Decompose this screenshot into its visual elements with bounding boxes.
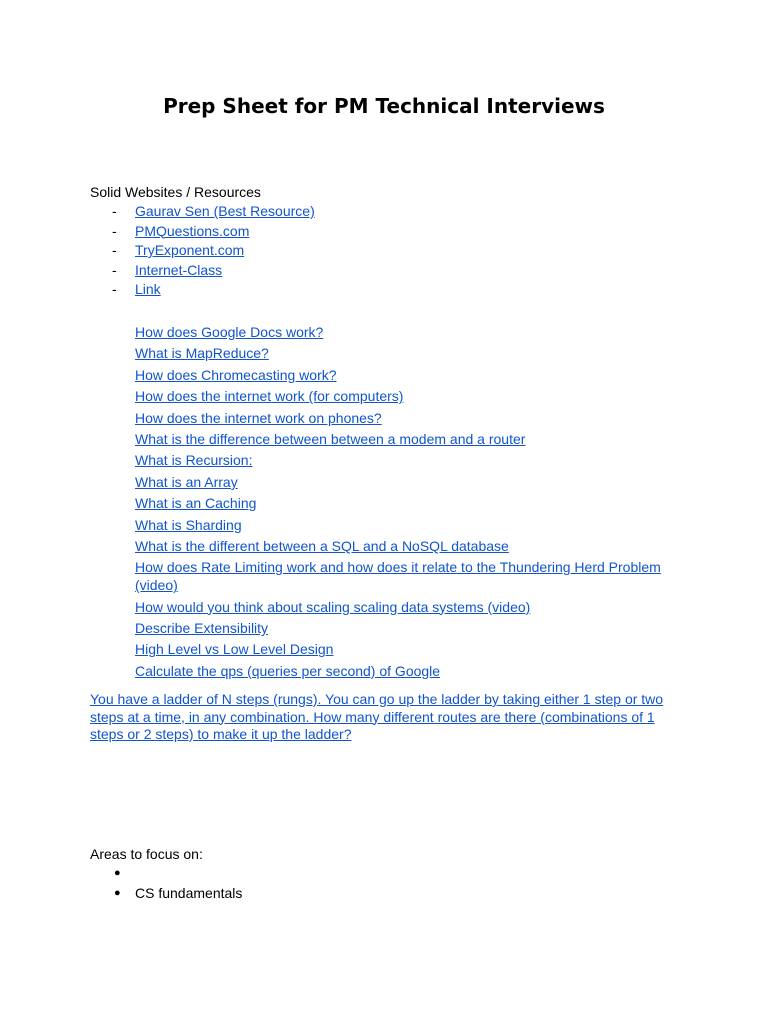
- list-item: [135, 537, 675, 555]
- question-link[interactable]: What is the different between a SQL and a NoSQL database: [135, 537, 509, 554]
- resource-link-internet-class[interactable]: Internet-Class: [135, 261, 223, 278]
- question-link[interactable]: How does Chromecasting work?: [135, 366, 337, 383]
- resource-link-link[interactable]: Link: [135, 281, 161, 297]
- question-link[interactable]: Calculate the qps (queries per second) of Google: [135, 662, 441, 679]
- list-dash: -: [112, 281, 117, 297]
- list-item: [135, 430, 675, 448]
- question-link[interactable]: What is Sharding: [135, 516, 242, 533]
- resources-heading: Solid Websites / Resources: [90, 184, 261, 200]
- resource-item: [90, 261, 690, 281]
- question-link[interactable]: How does the internet work (for computers): [135, 388, 404, 405]
- question-link[interactable]: What is the difference between between a modem and a router: [135, 430, 526, 447]
- question-link[interactable]: How does Google Docs work?: [135, 324, 324, 340]
- bullet-icon: ●: [114, 886, 121, 899]
- question-link[interactable]: What is an Array: [135, 473, 238, 490]
- question-link[interactable]: What is MapReduce?: [135, 345, 269, 362]
- list-item: [135, 558, 675, 594]
- resource-item: [90, 202, 690, 222]
- question-link[interactable]: High Level vs Low Level Design: [135, 641, 334, 658]
- list-item: [135, 473, 675, 491]
- list-item: [90, 864, 590, 884]
- list-dash: -: [112, 222, 117, 239]
- resources-list: [90, 202, 690, 300]
- resource-item: [90, 241, 690, 261]
- question-link[interactable]: How does the internet work on phones?: [135, 409, 382, 426]
- question-link[interactable]: How would you think about scaling scaling data systems (video): [135, 598, 531, 615]
- resource-link-pmquestions[interactable]: PMQuestions.com: [135, 222, 250, 239]
- question-link[interactable]: What is Recursion:: [135, 452, 253, 469]
- list-item: [90, 884, 590, 904]
- focus-item-label: CS fundamentals: [135, 884, 243, 901]
- questions-list: [135, 323, 675, 683]
- list-dash: -: [112, 242, 117, 258]
- list-dash: -: [112, 261, 117, 278]
- list-item: [135, 344, 675, 362]
- list-item: [135, 598, 675, 616]
- list-item: [135, 409, 675, 427]
- focus-list: [90, 864, 590, 903]
- list-item: [135, 366, 675, 384]
- ladder-problem-link[interactable]: You have a ladder of N steps (rungs). You can go up the ladder by taking either 1 step or two steps at a time, in any combination. How many different routes are there (combinations of 1 steps or 2 steps) to make it up the ladder?: [90, 691, 664, 742]
- resource-item: [90, 222, 690, 242]
- question-link[interactable]: Describe Extensibility: [135, 620, 269, 637]
- question-link[interactable]: How does Rate Limiting work and how does it relate to the Thundering Herd Problem (video): [135, 559, 661, 594]
- focus-heading: Areas to focus on:: [90, 846, 203, 862]
- question-link[interactable]: What is an Caching: [135, 495, 257, 512]
- list-dash: -: [112, 203, 117, 219]
- document-title: Prep Sheet for PM Technical Interviews: [163, 94, 605, 118]
- resource-link-tryexponent[interactable]: TryExponent.com: [135, 242, 245, 258]
- list-item: [135, 662, 675, 680]
- list-item: [135, 323, 675, 341]
- list-item: [135, 619, 675, 637]
- list-item: [135, 387, 675, 405]
- ladder-problem: [90, 691, 670, 744]
- bullet-icon: ●: [114, 867, 121, 879]
- list-item: [135, 640, 675, 658]
- list-item: [135, 516, 675, 534]
- resource-link-gaurav-sen[interactable]: Gaurav Sen (Best Resource): [135, 203, 315, 219]
- resource-item: [90, 280, 690, 300]
- list-item: [135, 451, 675, 469]
- list-item: [135, 494, 675, 512]
